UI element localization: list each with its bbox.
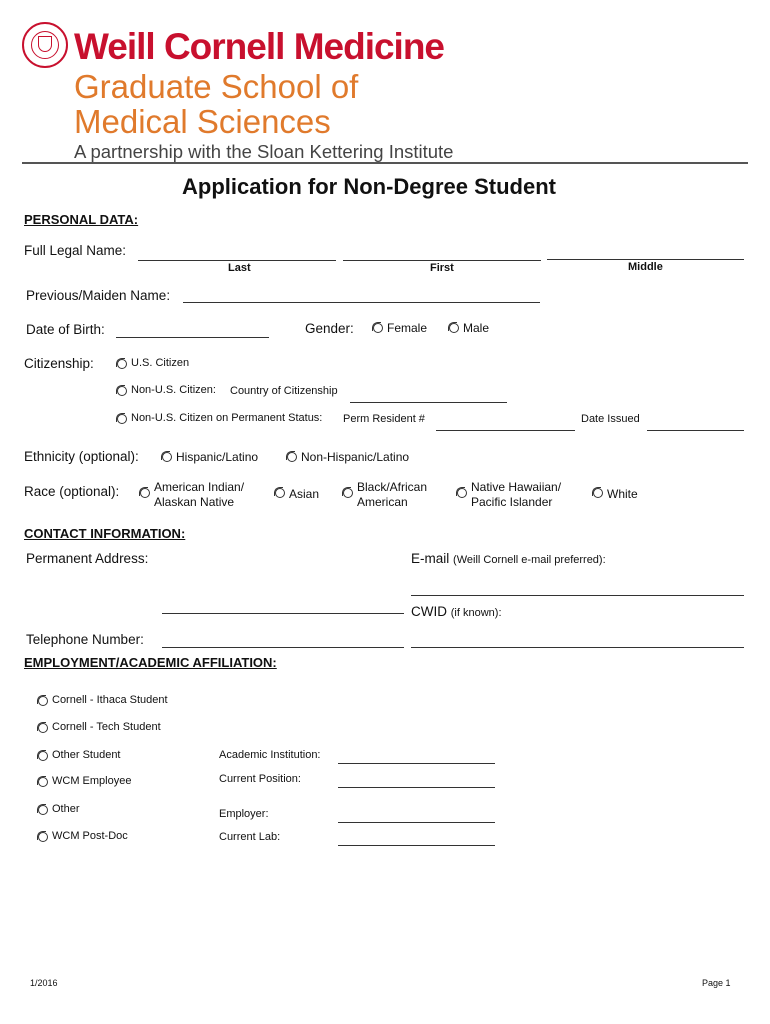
- american-indian-radio[interactable]: [140, 488, 150, 498]
- cornell-seal-logo: [22, 22, 68, 68]
- date-issued-field[interactable]: [647, 430, 744, 431]
- cwid-note: (if known):: [450, 607, 502, 619]
- non-hispanic-radio[interactable]: [287, 452, 297, 462]
- permanent-address-label: Permanent Address:: [26, 551, 149, 566]
- section-employment: EMPLOYMENT/ACADEMIC AFFILIATION:: [24, 655, 277, 670]
- native-hawaiian-radio[interactable]: [457, 488, 467, 498]
- email-label-text: E-mail: [411, 551, 450, 566]
- non-us-perm-radio[interactable]: [117, 414, 127, 424]
- hispanic-label: Hispanic/Latino: [176, 450, 259, 464]
- academic-institution-field[interactable]: [338, 763, 495, 764]
- current-lab-field[interactable]: [338, 845, 495, 846]
- non-us-citizen-radio[interactable]: [117, 386, 127, 396]
- gender-female-radio[interactable]: [373, 323, 383, 333]
- first-caption: First: [430, 262, 454, 274]
- section-contact-information: CONTACT INFORMATION:: [24, 526, 186, 541]
- us-citizen-radio[interactable]: [117, 359, 127, 369]
- black-african-label-1: Black/African: [357, 480, 428, 494]
- us-citizen-label: U.S. Citizen: [131, 357, 190, 369]
- other-student-radio[interactable]: [38, 751, 48, 761]
- country-field[interactable]: [350, 402, 507, 403]
- cornell-tech-label: Cornell - Tech Student: [52, 721, 161, 733]
- address-field[interactable]: [162, 613, 404, 614]
- middle-name-field[interactable]: [547, 259, 744, 260]
- native-hawaiian-label-2: Pacific Islander: [471, 495, 553, 509]
- non-us-perm-label: Non-U.S. Citizen on Permanent Status:: [131, 412, 323, 424]
- cwid-label: [411, 604, 502, 619]
- maiden-name-label: Previous/Maiden Name:: [26, 288, 171, 303]
- brand-name: Weill Cornell Medicine: [74, 26, 445, 67]
- cornell-ithaca-radio[interactable]: [38, 696, 48, 706]
- cornell-tech-radio[interactable]: [38, 723, 48, 733]
- employer-label: Employer:: [219, 808, 269, 820]
- partnership-tagline: A partnership with the Sloan Kettering Institute: [74, 141, 454, 162]
- page-number: Page 1: [702, 978, 731, 988]
- header-divider: [22, 162, 748, 164]
- last-caption: Last: [228, 262, 251, 274]
- school-name-line1: Graduate School of: [74, 68, 359, 105]
- other-label: Other: [52, 803, 80, 815]
- black-african-radio[interactable]: [343, 488, 353, 498]
- black-african-label-2: American: [357, 495, 408, 509]
- full-name-label: Full Legal Name:: [24, 243, 127, 258]
- last-name-field[interactable]: [138, 260, 336, 261]
- perm-resident-label: Perm Resident #: [343, 413, 425, 425]
- telephone-label: Telephone Number:: [26, 632, 144, 647]
- non-hispanic-label: Non-Hispanic/Latino: [301, 450, 410, 464]
- race-label: Race (optional):: [24, 484, 120, 499]
- native-hawaiian-label-1: Native Hawaiian/: [471, 480, 562, 494]
- page-title: Application for Non-Degree Student: [182, 174, 556, 199]
- gender-male-radio[interactable]: [449, 323, 459, 333]
- other-radio[interactable]: [38, 805, 48, 815]
- current-position-label: Current Position:: [219, 773, 301, 785]
- wcm-employee-label: WCM Employee: [52, 775, 132, 787]
- non-us-citizen-label: Non-U.S. Citizen:: [131, 384, 216, 396]
- cornell-ithaca-label: Cornell - Ithaca Student: [52, 694, 168, 706]
- first-name-field[interactable]: [343, 260, 541, 261]
- hispanic-radio[interactable]: [162, 452, 172, 462]
- shield-icon: [38, 36, 52, 52]
- email-label: [411, 551, 606, 566]
- asian-radio[interactable]: [275, 488, 285, 498]
- footer-date: 1/2016: [30, 978, 58, 988]
- other-student-label: Other Student: [52, 749, 121, 761]
- white-label: White: [607, 487, 638, 501]
- telephone-field[interactable]: [162, 647, 404, 648]
- wcm-postdoc-radio[interactable]: [38, 832, 48, 842]
- maiden-name-field[interactable]: [183, 302, 540, 303]
- date-issued-label: Date Issued: [581, 413, 640, 425]
- asian-label: Asian: [289, 487, 320, 501]
- country-label: Country of Citizenship: [230, 385, 338, 397]
- email-note: (Weill Cornell e-mail preferred):: [453, 554, 606, 566]
- white-radio[interactable]: [593, 488, 603, 498]
- current-position-field[interactable]: [338, 787, 495, 788]
- cwid-label-text: CWID: [411, 604, 447, 619]
- current-lab-label: Current Lab:: [219, 831, 281, 843]
- dob-field[interactable]: [116, 337, 269, 338]
- wcm-postdoc-label: WCM Post-Doc: [52, 830, 128, 842]
- academic-institution-label: Academic Institution:: [219, 749, 321, 761]
- perm-resident-field[interactable]: [436, 430, 575, 431]
- middle-caption: Middle: [628, 261, 663, 273]
- wcm-employee-radio[interactable]: [38, 777, 48, 787]
- gender-label: Gender:: [305, 321, 354, 336]
- ethnicity-label: Ethnicity (optional):: [24, 449, 139, 464]
- dob-label: Date of Birth:: [26, 322, 105, 337]
- citizenship-label: Citizenship:: [24, 356, 94, 371]
- section-personal-data: PERSONAL DATA:: [24, 212, 139, 227]
- email-field[interactable]: [411, 595, 744, 596]
- cwid-field[interactable]: [411, 647, 744, 648]
- american-indian-label-2: Alaskan Native: [154, 495, 235, 509]
- school-name-line2: Medical Sciences: [74, 103, 331, 140]
- employer-field[interactable]: [338, 822, 495, 823]
- male-label: Male: [463, 321, 490, 335]
- american-indian-label-1: American Indian/: [154, 480, 245, 494]
- female-label: Female: [387, 321, 428, 335]
